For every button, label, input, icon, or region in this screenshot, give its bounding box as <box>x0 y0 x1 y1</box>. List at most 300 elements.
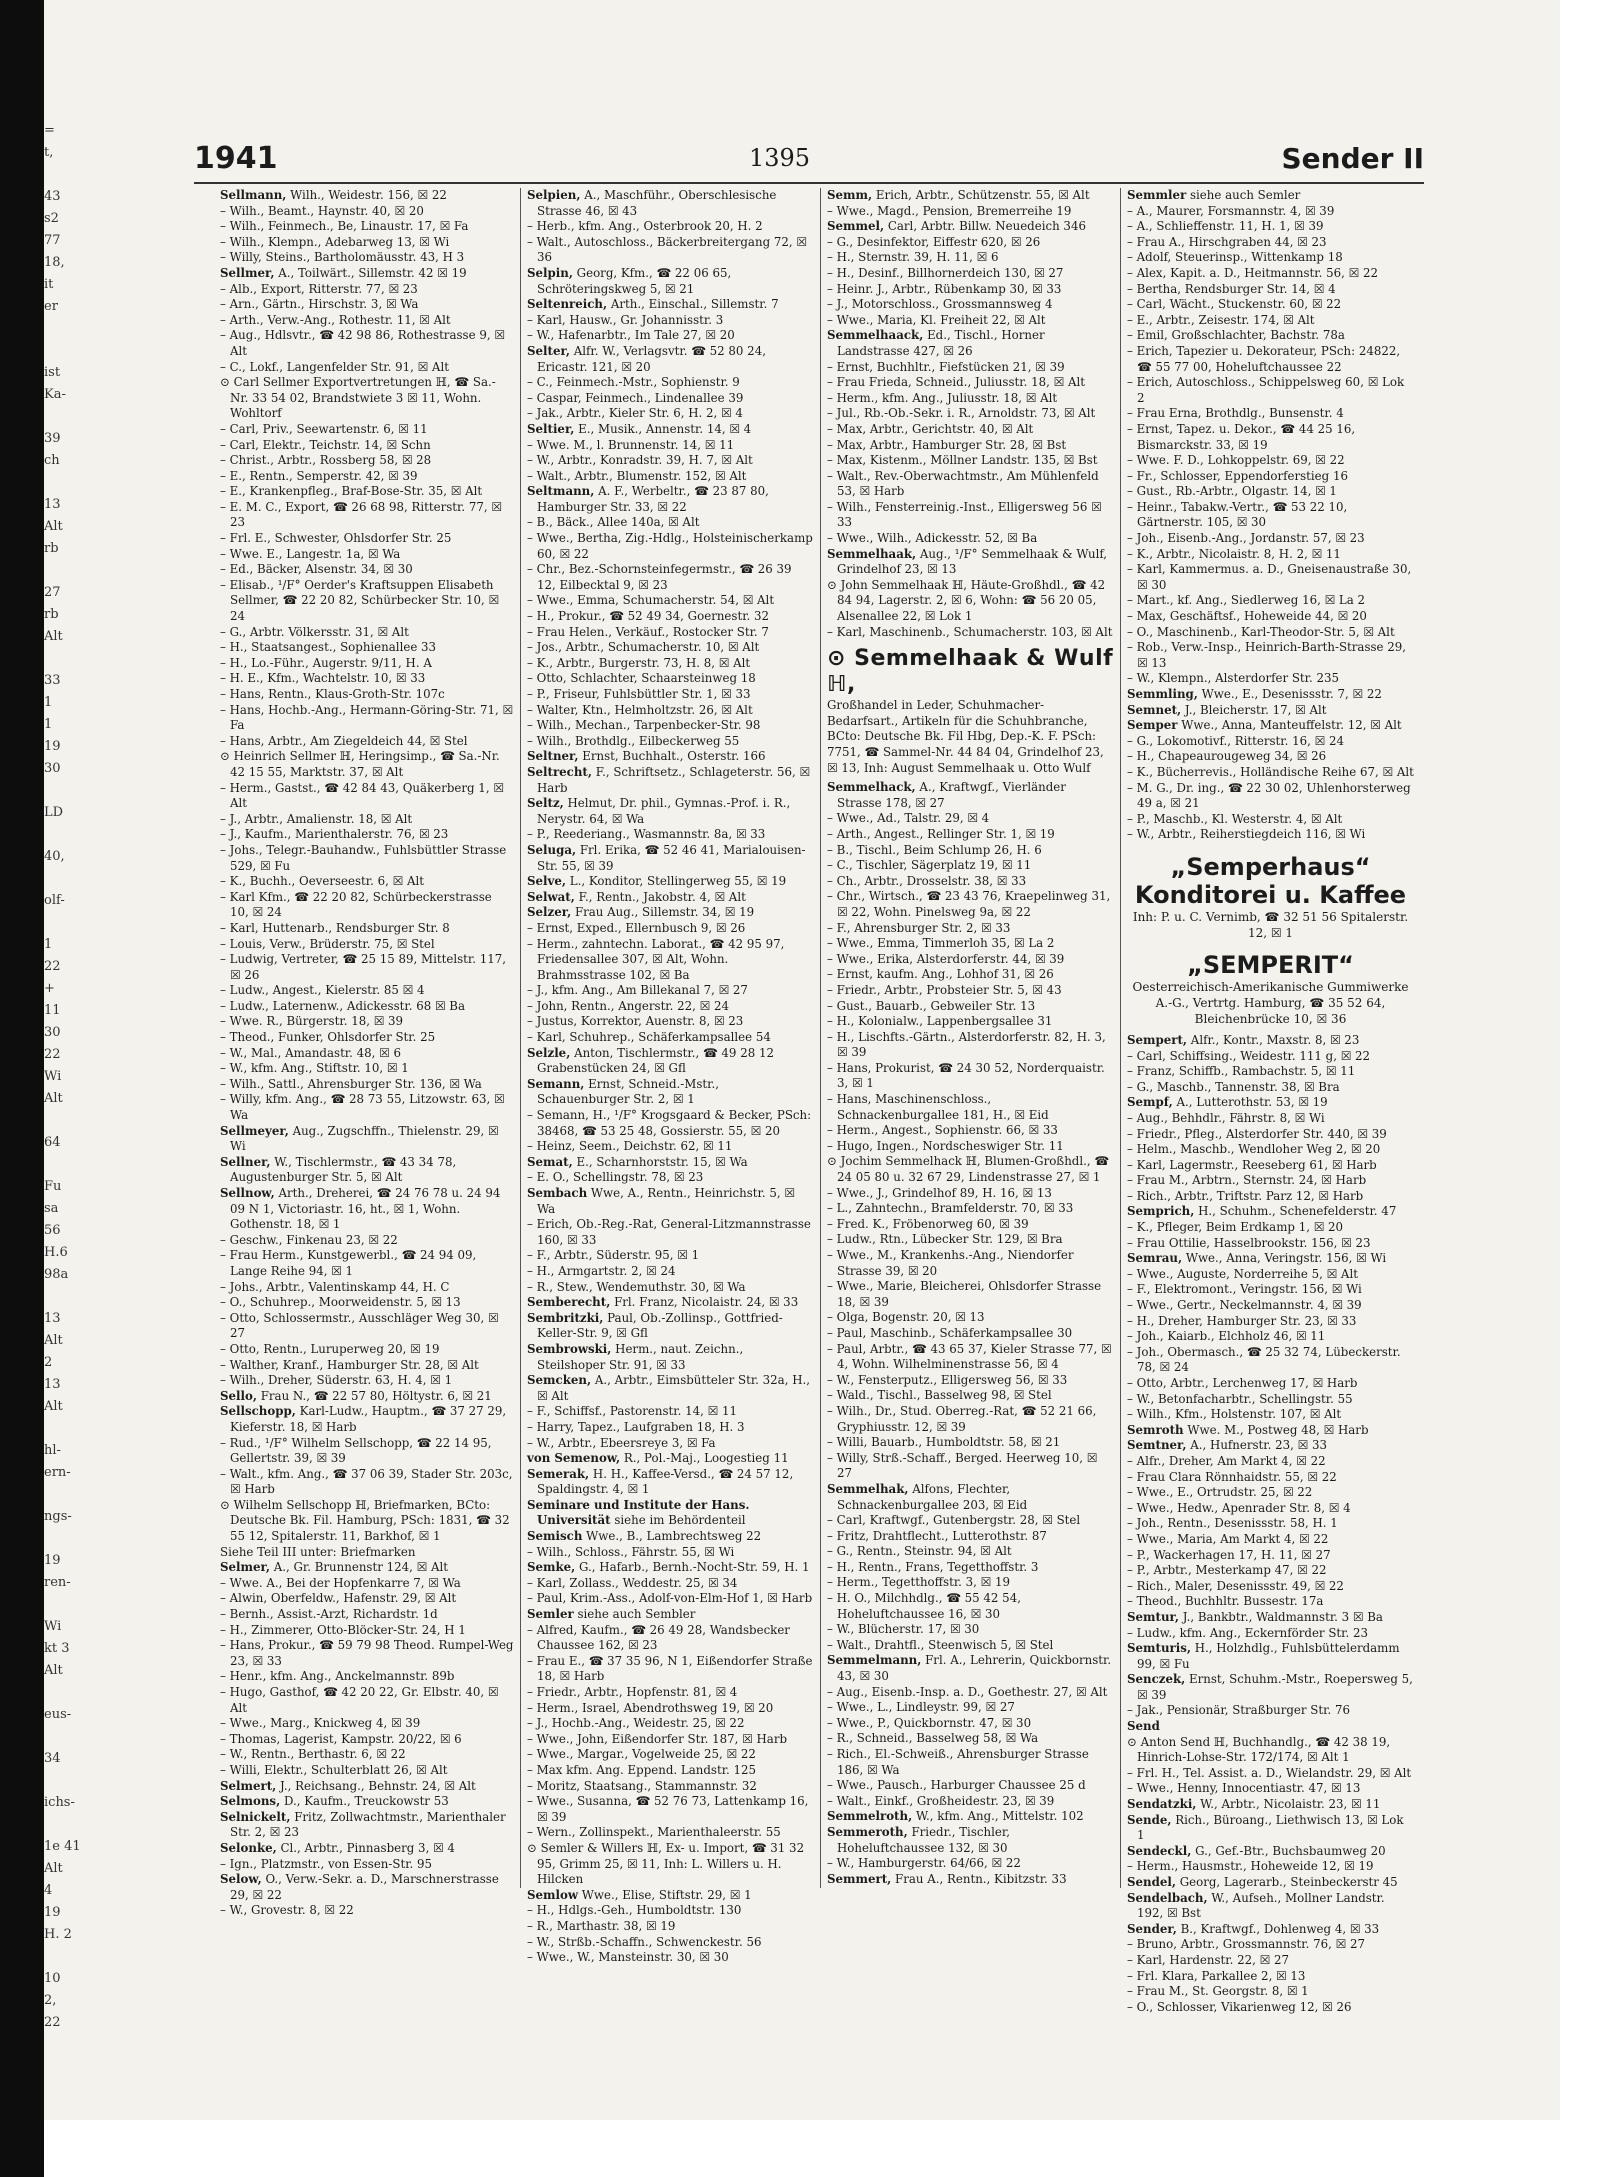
directory-entry <box>1127 1594 1414 1610</box>
directory-entry <box>827 204 1114 220</box>
directory-entry <box>220 1623 514 1639</box>
directory-entry <box>220 1545 514 1561</box>
directory-entry <box>827 889 1114 920</box>
entry-details: – H., Dreher, Hamburger Str. 23, ☒ 33 <box>1127 1313 1357 1328</box>
entry-details: Cl., Arbtr., Pinnasberg 3, ☒ 4 <box>280 1840 455 1855</box>
entry-details: Ernst, Schuhm.-Mstr., Roepersweg 5, ☒ 39 <box>1137 1672 1413 1702</box>
entry-details: – Frau Frieda, Schneid., Juliusstr. 18, ☒ Alt <box>827 375 1085 390</box>
directory-entry <box>527 1280 814 1296</box>
entry-name: Sellmann, <box>220 188 287 202</box>
entry-name: Seltier, <box>527 421 575 436</box>
entry-name: Semm, <box>827 188 873 202</box>
directory-entry <box>827 1544 1114 1560</box>
entry-details: – Willy, Steins., Bartholomäusstr. 43, H 3 <box>220 250 465 265</box>
entry-name: Semmelhaak, <box>827 546 917 561</box>
entry-name: von Semenow, <box>527 1451 621 1466</box>
entry-details: – Wwe., P., Quickbornstr. 47, ☒ 30 <box>827 1715 1032 1730</box>
entry-name: Seltz, <box>527 796 564 811</box>
entry-details: – Johs., Arbtr., Valentinskamp 44, H. C <box>220 1279 450 1294</box>
entry-details: – H. O., Milchhdlg., ☎ 55 42 54, Hoheluftchaussee 16, ☒ 30 <box>827 1591 1021 1621</box>
entry-details: – Hans, Prokur., ☎ 59 79 98 Theod. Rumpel-Weg 23, ☒ 33 <box>220 1638 514 1668</box>
entry-details: – Walt., Drahtfl., Steenwisch 5, ☒ Stel <box>827 1637 1054 1652</box>
directory-entry <box>220 204 514 220</box>
directory-entry <box>527 609 814 625</box>
directory-entry <box>527 1841 814 1888</box>
entry-details: Siehe Teil III unter: Briefmarken <box>220 1544 416 1559</box>
entry-name: Sembritzki, <box>527 1310 604 1325</box>
entry-name: Semler <box>527 1607 574 1622</box>
margin-fragment: 1 <box>44 717 53 732</box>
directory-entry <box>220 1498 514 1545</box>
entry-details: – A., Schlieffenstr. 11, H. 1, ☒ 39 <box>1127 219 1324 234</box>
entry-details: – W., Blücherstr. 17, ☒ 30 <box>827 1622 980 1637</box>
entry-details: – Otto, Schlachter, Schaarsteinweg 18 <box>527 671 756 686</box>
margin-fragment <box>44 912 64 934</box>
entry-details: – E., Arbtr., Zeisestr. 174, ☒ Alt <box>1127 312 1315 327</box>
entry-details: Ed., Tischl., Horner Landstrasse 427, ☒ 26 <box>837 328 1045 358</box>
entry-details: – Hans, Rentn., Klaus-Groth-Str. 107c <box>220 687 445 701</box>
directory-entry <box>827 1809 1114 1825</box>
margin-fragment: 13 <box>44 1311 61 1326</box>
margin-fragment: ichs- <box>44 1795 75 1810</box>
directory-entry <box>527 921 814 937</box>
directory-entry <box>220 1591 514 1607</box>
entry-details: – G., Lokomotivf., Ritterstr. 16, ☒ 24 <box>1127 733 1344 748</box>
entry-details: – Bertha, Rendsburger Str. 14, ☒ 4 <box>1127 281 1336 296</box>
column-3 <box>820 188 1120 1888</box>
entry-name: Seltenreich, <box>527 297 608 312</box>
entry-name: Selmer, <box>220 1560 270 1575</box>
entry-details: – Wwe. R., Bürgerstr. 18, ☒ 39 <box>220 1014 404 1029</box>
directory-entry <box>827 438 1114 454</box>
directory-entry <box>1127 1438 1414 1454</box>
entry-details: – Ludw., Laternenw., Adickesstr. 68 ☒ Ba <box>220 998 465 1013</box>
entry-details: – P., Arbtr., Mesterkamp 47, ☒ 22 <box>1127 1563 1327 1578</box>
entry-details: – W., Arbtr., Reiherstiegdeich 116, ☒ Wi <box>1127 827 1366 842</box>
directory-entry <box>1127 1454 1414 1470</box>
entry-name: Selpien, <box>527 188 581 202</box>
directory-entry <box>527 1373 814 1404</box>
directory-entry <box>220 1186 514 1233</box>
entry-details: – C., Tischler, Sägerplatz 19, ☒ 11 <box>827 858 1032 873</box>
margin-fragment <box>44 560 64 582</box>
entry-details: – J., kfm. Ang., Am Billekanal 7, ☒ 27 <box>527 983 748 998</box>
margin-fragment: olf- <box>44 893 65 908</box>
entry-details: – K., Pfleger, Beim Erdkamp 1, ☒ 20 <box>1127 1220 1344 1235</box>
directory-entry <box>1127 1610 1414 1626</box>
entry-details: – Wwe., Erika, Alsterdorferstr. 44, ☒ 39 <box>827 951 1065 966</box>
directory-entry <box>827 188 1114 204</box>
entry-details: – Ludw., Angest., Kielerstr. 85 ☒ 4 <box>220 983 425 998</box>
entry-details: – Willi, Elektr., Schulterblatt 26, ☒ Alt <box>220 1762 448 1777</box>
directory-entry <box>220 219 514 235</box>
entry-name: Selpin, <box>527 265 573 280</box>
directory-entry <box>1127 1204 1414 1220</box>
directory-entry <box>220 1248 514 1279</box>
directory-entry <box>220 827 514 843</box>
directory-entry <box>527 874 814 890</box>
directory-entry <box>220 1669 514 1685</box>
margin-fragment <box>44 164 64 186</box>
directory-entry <box>827 500 1114 531</box>
directory-entry <box>527 562 814 593</box>
directory-entry <box>827 1030 1114 1061</box>
entry-details: – Hans, Prokurist, ☎ 24 30 52, Norderquaistr. 3, ☒ 1 <box>827 1060 1105 1091</box>
entry-details: – W., Strßb.-Schaffn., Schwenckestr. 56 <box>527 1934 762 1949</box>
directory-entry <box>827 1575 1114 1591</box>
entry-details: – Karl, Hardenstr. 22, ☒ 27 <box>1127 1952 1289 1967</box>
directory-entry <box>1127 1735 1414 1766</box>
entry-details: – Alfred, Kaufm., ☎ 26 49 28, Wandsbecker Chaussee 162, ☒ 23 <box>527 1622 790 1653</box>
entry-details: – Frau Clara Rönnhaidstr. 55, ☒ 22 <box>1127 1469 1337 1484</box>
entry-details: – B., Bäck., Allee 140a, ☒ Alt <box>527 515 700 530</box>
entry-details: – Walter, Ktn., Helmholtzstr. 26, ☒ Alt <box>527 702 753 717</box>
entry-details: – Paul, Krim.-Ass., Adolf-von-Elm-Hof 1, ☒ Harb <box>527 1591 813 1606</box>
directory-entry <box>220 1280 514 1296</box>
directory-entry <box>827 1201 1114 1217</box>
entry-details: – Friedr., Arbtr., Hopfenstr. 81, ☒ 4 <box>527 1685 738 1699</box>
entry-name: Semtner, <box>1127 1438 1187 1453</box>
directory-entry <box>1127 1314 1414 1330</box>
directory-entry <box>1127 1251 1414 1267</box>
directory-entry <box>827 1451 1114 1482</box>
entry-details: – G., Rentn., Steinstr. 94, ☒ Alt <box>827 1544 1012 1559</box>
entry-details: – Herm., Hausmstr., Hoheweide 12, ☒ 19 <box>1127 1859 1374 1874</box>
directory-entry <box>827 1248 1114 1279</box>
entry-details: – Arth., Angest., Rellinger Str. 1, ☒ 19 <box>827 826 1055 841</box>
entry-details: Alfr. W., Verlagsvtr. ☎ 52 80 24, Ericastr. 121, ☒ 20 <box>537 343 766 374</box>
entry-details: – O., Schlosser, Vikarienweg 12, ☒ 26 <box>1127 1999 1352 2014</box>
directory-entry <box>827 999 1114 1015</box>
entry-details: – K., Buchh., Oeverseestr. 6, ☒ Alt <box>220 874 424 889</box>
advertisement-details: Oesterreichisch-Amerikanische Gummiwerke A.-G., Vertrtg. Hamburg, ☎ 35 52 64, Bleichenbrücke 10, ☒ 36 <box>1132 979 1409 1026</box>
directory-entry <box>1127 328 1414 344</box>
directory-entry <box>1127 640 1414 671</box>
entry-details: – W., Hafenarbtr., Im Tale 27, ☒ 20 <box>527 328 735 343</box>
directory-entry <box>527 1264 814 1280</box>
entry-details: Paul, Ob.-Zollinsp., Gottfried-Keller-Str. 9, ☒ Gfl <box>537 1310 783 1341</box>
entry-details: – A., Maurer, Forsmannstr. 4, ☒ 39 <box>1127 203 1335 218</box>
entry-details: – Arn., Gärtn., Hirschstr. 3, ☒ Wa <box>220 297 419 312</box>
entry-details: – Rich., Arbtr., Triftstr. Parz 12, ☒ Harb <box>1127 1188 1364 1203</box>
entry-name: Semmeroth, <box>827 1824 908 1839</box>
directory-entry <box>827 313 1114 329</box>
directory-entry <box>220 1779 514 1795</box>
directory-entry <box>827 1154 1114 1185</box>
entry-details: J., Bleicherstr. 17, ☒ Alt <box>1184 702 1327 717</box>
entry-details: Wilh., Weidestr. 156, ☒ 22 <box>290 188 447 202</box>
directory-entry <box>527 1139 814 1155</box>
entry-details: – E. O., Schellingstr. 78, ☒ 23 <box>527 1170 704 1185</box>
directory-entry <box>1127 1719 1414 1735</box>
entry-details: – Willy, kfm. Ang., ☎ 28 73 55, Litzowstr. 63, ☒ Wa <box>220 1092 505 1123</box>
entry-details: A., Gr. Brunnenstr 124, ☒ Alt <box>273 1560 448 1575</box>
directory-entry <box>827 983 1114 999</box>
entry-details: A., Kraftwgf., Vierländer Strasse 178, ☒ 27 <box>837 780 1066 810</box>
entry-details: – Wwe., W., Mansteinstr. 30, ☒ 30 <box>527 1950 729 1965</box>
directory-entry <box>827 1560 1114 1576</box>
margin-fragment <box>44 780 64 802</box>
entry-details: – Carl, Schiffsing., Weidestr. 111 g, ☒ 22 <box>1127 1048 1371 1063</box>
entry-name: Semprich, <box>1127 1204 1195 1219</box>
entry-details: Wwe., E., Desenissstr. 7, ☒ 22 <box>1201 687 1382 701</box>
entry-details: – K., Arbtr., Nicolaistr. 8, H. 2, ☒ 11 <box>1127 546 1341 561</box>
entry-details: – Wwe., Pausch., Harburger Chaussee 25 d <box>827 1778 1086 1793</box>
entry-details: W., kfm. Ang., Mittelstr. 102 <box>915 1809 1084 1824</box>
margin-fragment: Alt <box>44 1399 63 1414</box>
entry-details: – Walther, Kranf., Hamburger Str. 28, ☒ Alt <box>220 1357 479 1372</box>
directory-entry <box>220 1404 514 1435</box>
directory-entry <box>527 1950 814 1966</box>
directory-entry <box>220 500 514 531</box>
directory-entry <box>220 1467 514 1498</box>
entry-details: – Wwe., Margar., Vogelweide 25, ☒ 22 <box>527 1747 756 1762</box>
entry-name: Selwat, <box>527 889 575 904</box>
entry-details: – H., Prokur., ☎ 52 49 34, Goernestr. 32 <box>527 609 770 624</box>
entry-name: Selter, <box>527 343 570 358</box>
margin-fragment: 19 <box>44 1905 61 1920</box>
entry-details: – Rob., Verw.-Insp., Heinrich-Barth-Strasse 29, ☒ 13 <box>1127 640 1407 670</box>
directory-entry <box>527 438 814 454</box>
entry-details: H., Schuhm., Schenefelderstr. 47 <box>1198 1204 1397 1219</box>
directory-entry <box>1127 1548 1414 1564</box>
entry-details: – W., Rentn., Berthastr. 6, ☒ 22 <box>220 1747 406 1762</box>
entry-details: – Geschw., Finkenau 23, ☒ 22 <box>220 1232 398 1247</box>
margin-fragment <box>44 318 64 340</box>
entry-name: Semmelhaack, <box>827 328 924 343</box>
entry-name: Selve, <box>527 874 566 889</box>
margin-fragment: 2, <box>44 1993 57 2008</box>
entry-details: – Wilh., Schloss., Fährstr. 55, ☒ Wi <box>527 1544 735 1559</box>
directory-entry <box>1127 1703 1414 1719</box>
directory-entry <box>1127 204 1414 220</box>
directory-entry <box>527 484 814 515</box>
directory-entry <box>527 1030 814 1046</box>
directory-entry <box>1127 219 1414 235</box>
directory-entry <box>527 1825 814 1841</box>
directory-entry <box>527 235 814 266</box>
directory-entry <box>1127 250 1414 266</box>
directory-entry <box>1127 781 1414 812</box>
margin-fragment <box>44 472 64 494</box>
directory-entry <box>527 1623 814 1654</box>
entry-name: Semlow <box>527 1887 579 1902</box>
directory-entry <box>827 936 1114 952</box>
directory-entry <box>1127 609 1414 625</box>
directory-entry <box>827 1232 1114 1248</box>
entry-details: A., Toilwärt., Sillemstr. 42 ☒ 19 <box>278 265 467 280</box>
directory-entry <box>220 999 514 1015</box>
margin-fragment: 2 <box>44 1355 53 1370</box>
entry-name: Seltrecht, <box>527 764 592 779</box>
entry-details: – W., Klempn., Alsterdorfer Str. 235 <box>1127 671 1340 686</box>
entry-name: Sendelbach, <box>1127 1890 1208 1905</box>
entry-details: – W., Fensterputz., Elligersweg 56, ☒ 33 <box>827 1372 1068 1387</box>
margin-fragment: H.6 <box>44 1245 68 1260</box>
entry-name: Semann, <box>527 1076 585 1091</box>
directory-entry <box>220 1732 514 1748</box>
entry-name: Sende, <box>1127 1812 1172 1827</box>
entry-details: – Wwe. M., l. Brunnenstr. 14, ☒ 11 <box>527 437 735 452</box>
entry-details: – Erich, Autoschloss., Schippelsweg 60, ☒ Lok 2 <box>1127 375 1405 405</box>
entry-details: ⊙ Anton Send ℍ, Buchhandlg., ☎ 42 38 19, Hinrich-Lohse-Str. 172/174, ☒ Alt 1 <box>1127 1734 1391 1765</box>
directory-entry <box>1127 812 1414 828</box>
entry-details: – Bernh., Assist.-Arzt, Richardstr. 1d <box>220 1607 438 1622</box>
entry-details: – Wwe., Wilh., Adickesstr. 52, ☒ Ba <box>827 531 1038 546</box>
entry-details: – Wilh., Beamt., Haynstr. 40, ☒ 20 <box>220 203 424 218</box>
directory-entry <box>1127 1142 1414 1158</box>
directory-entry <box>220 469 514 485</box>
entry-details: siehe im Behördenteil <box>614 1513 746 1528</box>
entry-name: Sendeckl, <box>1127 1843 1192 1858</box>
entry-name: Semmelmann, <box>827 1653 922 1668</box>
entry-details: – Herm., Angest., Sophienstr. 66, ☒ 33 <box>827 1123 1058 1138</box>
entry-details: – Aug., Behhdlr., Fährstr. 8, ☒ Wi <box>1127 1110 1325 1125</box>
featured-firm-entry <box>827 646 1114 776</box>
entry-name: Semke, <box>527 1560 576 1575</box>
entry-name: Selmert, <box>220 1778 277 1793</box>
entry-details: – Karl, Kammermus. a. D., Gneisenaustraße 30, ☒ 30 <box>1127 562 1412 592</box>
entry-details: – M. G., Dr. ing., ☎ 22 30 02, Uhlenhorsterweg 49 a, ☒ 21 <box>1127 780 1411 811</box>
entry-details: Ernst, Schneid.-Mstr., Schauenburger Str. 2, ☒ 1 <box>537 1076 719 1107</box>
entry-details: – Wwe., E., Ortrudstr. 25, ☒ 22 <box>1127 1485 1313 1500</box>
entry-details: J., Bankbtr., Waldmannstr. 3 ☒ Ba <box>1182 1609 1383 1624</box>
directory-entry <box>220 282 514 298</box>
entry-details: – J., Arbtr., Amalienstr. 18, ☒ Alt <box>220 811 413 826</box>
entry-details: B., Kraftwgf., Dohlenweg 4, ☒ 33 <box>1180 1921 1380 1936</box>
directory-entry <box>827 360 1114 376</box>
entry-details: – Karl, Maschinenb., Schumacherstr. 103, ☒ Alt <box>827 624 1113 639</box>
margin-fragment: sa <box>44 1201 59 1216</box>
entry-details: Wwe. M., Postweg 48, ☒ Harb <box>1187 1422 1369 1437</box>
entry-details: – Alb., Export, Ritterstr. 77, ☒ 23 <box>220 281 418 296</box>
entry-name: Seminare und Institute der Hans. Universität <box>527 1497 750 1528</box>
directory-entry <box>220 1373 514 1389</box>
entry-details: – Wwe., Maria, Am Markt 4, ☒ 22 <box>1127 1531 1329 1546</box>
entry-name: Sendatzki, <box>1127 1797 1197 1812</box>
directory-entry <box>1127 1813 1414 1844</box>
entry-details: Erich, Arbtr., Schützenstr. 55, ☒ Alt <box>875 188 1090 202</box>
directory-entry <box>1127 1672 1414 1703</box>
directory-entry <box>1127 1984 1414 2000</box>
directory-entry <box>827 1123 1114 1139</box>
entry-details: – Ludwig, Vertreter, ☎ 25 15 89, Mittelstr. 117, ☒ 26 <box>220 952 507 982</box>
entry-details: Karl-Ludw., Hauptm., ☎ 37 27 29, Kieferstr. 18, ☒ Harb <box>230 1404 507 1434</box>
directory-entry <box>1127 375 1414 406</box>
entry-details: – Frau Erna, Brothdlg., Bunsenstr. 4 <box>1127 406 1344 421</box>
entry-details: H., Holzhdlg., Fuhlsbüttelerdamm 99, ☒ Fu <box>1137 1641 1400 1671</box>
margin-fragment: rb <box>44 607 59 622</box>
entry-details: L., Konditor, Stellingerweg 55, ☒ 19 <box>569 874 787 889</box>
entry-details: – Rich., El.-Schweiß., Ahrensburger Strasse 186, ☒ Wa <box>827 1747 1089 1777</box>
directory-entry <box>220 1716 514 1732</box>
entry-details: – Hugo, Ingen., Nordscheswiger Str. 11 <box>827 1138 1064 1153</box>
margin-fragment: ist <box>44 365 61 380</box>
scan-border <box>0 0 44 2177</box>
directory-entry <box>827 1014 1114 1030</box>
directory-entry <box>827 1217 1114 1233</box>
directory-entry <box>1127 1267 1414 1283</box>
entry-details: – Ernst, Tapez. u. Dekor., ☎ 44 25 16, Bismarckstr. 33, ☒ 19 <box>1127 421 1356 452</box>
directory-entry <box>527 625 814 641</box>
directory-entry <box>827 1747 1114 1778</box>
margin-fragment: Alt <box>44 1861 63 1876</box>
entry-details: – H., Kolonialw., Lappenbergsallee 31 <box>827 1014 1053 1029</box>
margin-fragment: ch <box>44 453 60 468</box>
entry-details: – G., Maschb., Tannenstr. 38, ☒ Bra <box>1127 1079 1340 1094</box>
entry-details: Anton, Tischlermstr., ☎ 49 28 12 Grabenstücken 24, ☒ Gfl <box>537 1045 774 1076</box>
directory-entry <box>1127 282 1414 298</box>
entry-details: – Wwe., John, Eißendorfer Str. 187, ☒ Harb <box>527 1731 788 1746</box>
column-1 <box>220 188 520 1918</box>
entry-details: – K., Bücherrevis., Holländische Reihe 67, ☒ Alt <box>1127 764 1414 779</box>
directory-entry <box>1127 1189 1414 1205</box>
directory-entry <box>1127 1158 1414 1174</box>
entry-details: – Karl Kfm., ☎ 22 20 82, Schürbeckerstrasse 10, ☒ 24 <box>220 889 492 920</box>
directory-entry <box>527 1342 814 1373</box>
margin-fragment: kt 3 <box>44 1641 70 1656</box>
entry-details: – Wwe., Emma, Schumacherstr. 54, ☒ Alt <box>527 593 775 608</box>
entry-details: – Frl. E., Schwester, Ohlsdorfer Str. 25 <box>220 531 452 546</box>
entry-details: A., Maschführ., Oberschlesische Strasse 46, ☒ 43 <box>537 188 777 218</box>
entry-details: J., Reichsang., Behnstr. 24, ☒ Alt <box>280 1778 476 1793</box>
directory-entry <box>527 999 814 1015</box>
directory-entry <box>220 1576 514 1592</box>
entry-details: – Jos., Arbtr., Schumacherstr. 10, ☒ Alt <box>527 640 760 655</box>
entry-details: – Christ., Arbtr., Rossberg 58, ☒ 28 <box>220 453 432 468</box>
margin-fragment: Alt <box>44 1663 63 1678</box>
entry-details: – F., Schiffsf., Pastorenstr. 14, ☒ 11 <box>527 1404 737 1419</box>
directory-entry <box>827 625 1114 641</box>
directory-entry <box>1127 625 1414 641</box>
directory-entry <box>827 1342 1114 1373</box>
entry-details: Wwe., Anna, Manteuffelstr. 12, ☒ Alt <box>1181 718 1402 733</box>
entry-details: – Herm., Gastst., ☎ 42 84 43, Quäkerberg 1, ☒ Alt <box>220 780 504 811</box>
margin-fragment <box>44 340 64 362</box>
entry-name: Selzle, <box>527 1045 571 1060</box>
entry-details: – Heinr. J., Arbtr., Rübenkamp 30, ☒ 33 <box>827 281 1062 296</box>
entry-details: O., Verw.-Sekr. a. D., Marschnerstrasse 29, ☒ 22 <box>230 1872 499 1902</box>
margin-fragment: 22 <box>44 2015 61 2030</box>
margin-fragment: ngs- <box>44 1509 72 1524</box>
directory-entry <box>220 1061 514 1077</box>
entry-name: Semmelhak, <box>827 1481 909 1496</box>
entry-details: – Mart., kf. Ang., Siedlerweg 16, ☒ La 2 <box>1127 593 1366 608</box>
entry-details: – H., Desinf., Billhornerdeich 130, ☒ 27 <box>827 265 1064 280</box>
entry-details: – Wwe., Bertha, Zig.-Hdlg., Holsteinischerkamp 60, ☒ 22 <box>527 531 813 561</box>
entry-details: Wwe., Anna, Veringstr. 156, ☒ Wi <box>1185 1251 1387 1266</box>
margin-fragment <box>44 1418 64 1440</box>
directory-entry <box>527 765 814 796</box>
entry-details: – Theod., Funker, Ohlsdorfer Str. 25 <box>220 1030 436 1045</box>
entry-details: – Friedr., Pfleg., Alsterdorfer Str. 440, ☒ 39 <box>1127 1126 1387 1141</box>
directory-entry <box>527 640 814 656</box>
directory-entry <box>220 671 514 687</box>
entry-details: – H., Zimmerer, Otto-Blöcker-Str. 24, H 1 <box>220 1622 466 1637</box>
entry-details: – Franz, Schiffb., Rambachstr. 5, ☒ 11 <box>1127 1064 1356 1079</box>
directory-entry <box>827 1529 1114 1545</box>
directory-entry <box>827 921 1114 937</box>
directory-entry <box>827 843 1114 859</box>
entry-details: – Max, Arbtr., Gerichtstr. 40, ☒ Alt <box>827 421 1034 436</box>
entry-name: Semisch <box>527 1529 583 1544</box>
directory-entry <box>220 1092 514 1123</box>
entry-details: G., Hafarb., Bernh.-Nocht-Str. 59, H. 1 <box>579 1560 810 1575</box>
directory-entry <box>220 422 514 438</box>
entry-details: – Justus, Korrektor, Auenstr. 8, ☒ 23 <box>527 1014 744 1029</box>
directory-entry <box>1127 687 1414 703</box>
directory-entry <box>1127 453 1414 469</box>
